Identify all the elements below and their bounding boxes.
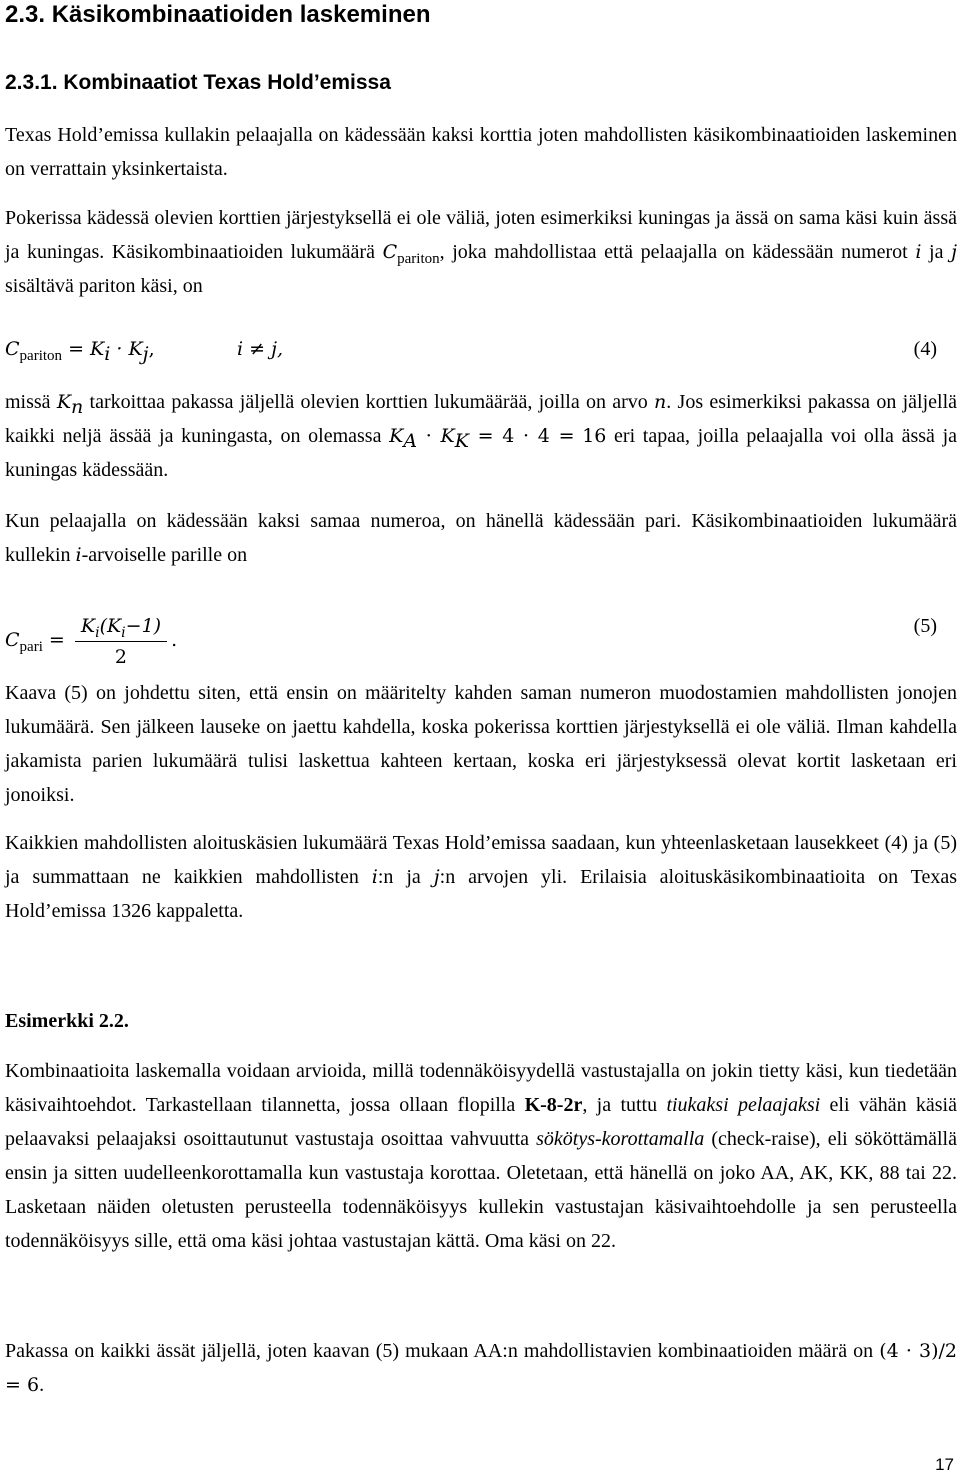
paragraph-pairs: Kun pelaajalla on kädessään kaksi samaa numeroa, on hänellä kädessään pari. Käsikombinaatioiden lukumäärä kullekin i-arvoiselle parille on — [5, 510, 957, 566]
equation-number-4: (4) — [913, 338, 937, 360]
equation-4: $C_{pariton} = K_i \cdot K_j$, i ≠ j, (4) — [5, 332, 957, 372]
equation-5: $C_{pari}$ = $\frac{K_i(K_i-1)}{2}$ . (5) — [5, 595, 957, 665]
page-number: 17 — [935, 1455, 954, 1474]
example-title: Esimerkki 2.2. — [5, 1010, 129, 1032]
equation-number-5: (5) — [913, 615, 937, 637]
paragraph-kn: missä $K_n$ tarkoittaa pakassa jäljellä olevien korttien lukumäärää, joilla on arvo n. Jos esimerkiksi pakassa on jäljellä kaikki neljä ässää ja kuningasta, on olemassa $K_A \cdot K_K = 4 \cdot 4 = 16$ eri tapaa, joilla pelaajalla voi olla ässä ja kuningas kädessään. — [5, 391, 958, 481]
section-heading: 2.3. Käsikombinaatioiden laskeminen — [5, 1, 431, 28]
paragraph-intro: Texas Hold’emissa kullakin pelaajalla on kädessään kaksi korttia joten mahdollisten käsikombinaatioiden laskeminen on verrattain yksinkertaista. — [5, 124, 957, 180]
paragraph-aa: Pakassa on kaikki ässät jäljellä, joten kaavan (5) mukaan AA:n mahdollistavien kombinaatioiden määrä on (4 · 3)/2 = 6. — [5, 1340, 957, 1396]
paragraph-example: Kombinaatioita laskemalla voidaan arvioida, millä todennäköisyydellä vastustajalla on jokin tietty käsi, kun tiedetään käsivaihtoehdot. Tarkastellaan tilannetta, jossa ollaan flopilla K-8-2r, ja tuttu tiukaksi pelaajaksi eli vähän käsiä pelaavaksi pelaajaksi osoittautunut vastustaja osoittaa vahvuutta sökötys-korottamalla (check-raise), eli sököttämällä ensin ja sitten uudelleenkorottamalla kun vastustaja korottaa. Oletetaan, että hänellä on joko AA, AK, KK, 88 tai 22. Lasketaan näiden oletusten perusteella todennäköisyys kullekin vastustajan käsivaihtoehdolle ja sen perusteella todennäköisyys sille, että oma käsi johtaa vastustajan kättä. Oma käsi on 22. — [5, 1060, 957, 1252]
paragraph-derivation: Kaava (5) on johdettu siten, että ensin on määritelty kahden saman numeron muodostamien mahdollisten jonojen lukumäärä. Sen jälkeen lauseke on jaettu kahdella, koska pokerissa korttien järjestyksellä ei ole väliä. Ilman kahdella jakamista parien lukumäärä tulisi laskettua kahteen kertaan, koska eri järjestyksessä olevat kortit lasketaan eri jonoiksi. — [5, 682, 957, 806]
fraction: $\frac{K_i(K_i-1)}{2}$ — [75, 611, 167, 672]
paragraph-order: Pokerissa kädessä olevien korttien järjestyksellä ei ole väliä, joten esimerkiksi kuningas ja ässä on sama käsi kuin ässä ja kuningas. Käsikombinaatioiden lukumäärä $C_{pariton}$, joka mahdollistaa että pelaajalla on kädessään numerot i ja j sisältävä pariton käsi, on — [5, 207, 957, 297]
subsection-heading: 2.3.1. Kombinaatiot Texas Hold’emissa — [5, 71, 391, 94]
paragraph-total: Kaikkien mahdollisten aloituskäsien lukumäärä Texas Hold’emissa saadaan, kun yhteenlasketaan lausekkeet (4) ja (5) ja summattaan ne kaikkien mahdollisten i:n ja j:n arvojen yli. Erilaisia aloituskäsikombinaatioita on Texas Hold’emissa 1326 kappaletta. — [5, 832, 958, 922]
